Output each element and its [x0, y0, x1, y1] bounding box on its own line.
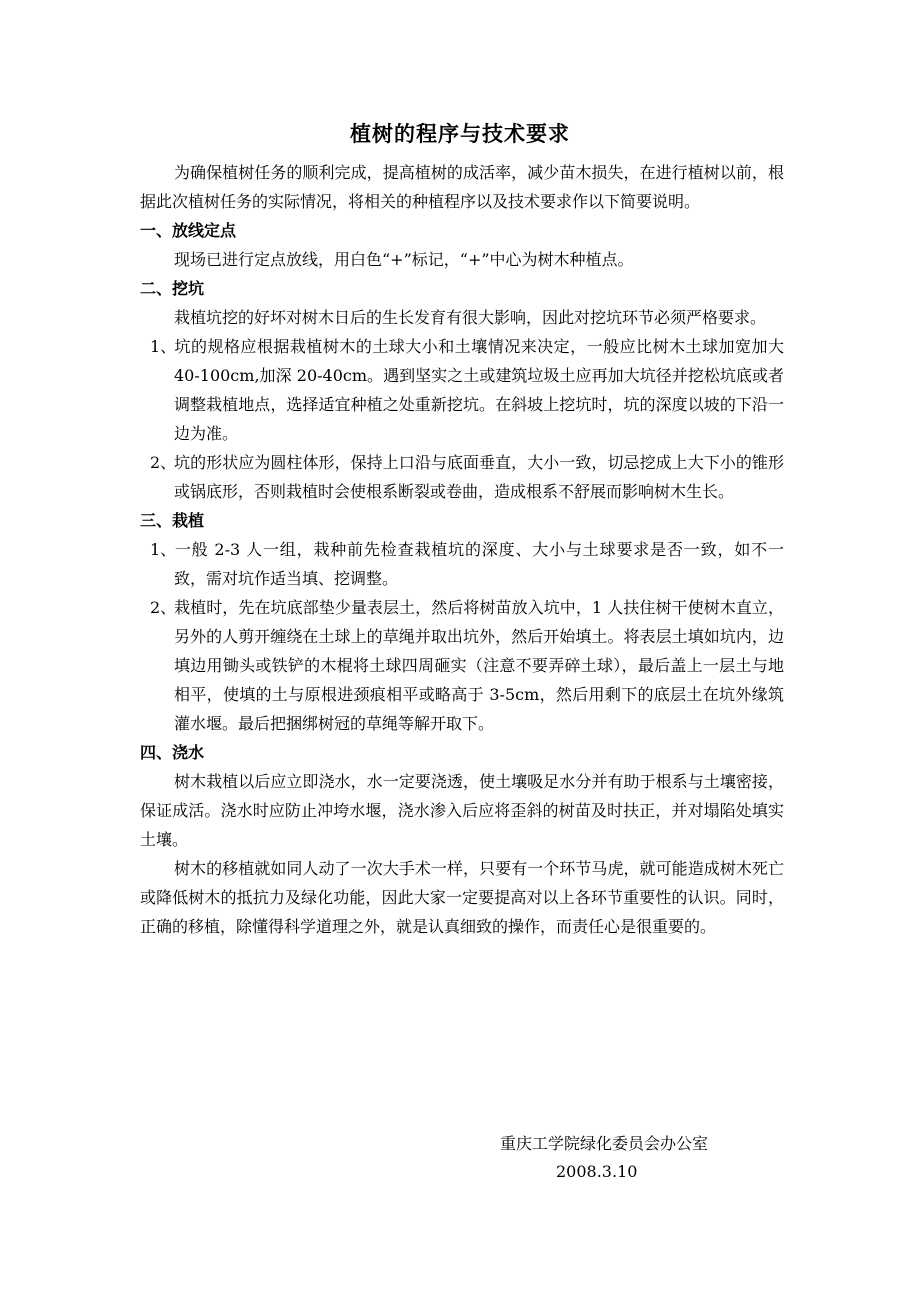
list-number: 1、	[150, 337, 177, 356]
list-item-text: 栽植时，先在坑底部垫少量表层土，然后将树苗放入坑中，1 人扶住树干使树木直立，另外的人剪开缠绕在土球上的草绳并取出坑外，然后开始填土。将表层土填如坑内，边填边用锄头或铁铲的木棍将土球四周砸实（注意不要弄碎土球），最后盖上一层土与地相平，使填的土与原根进颈痕相平或略高于 3-5cm，然后用剩下的底层土在坑外缘筑灌水堰。最后把捆绑树冠的草绳等解开取下。	[174, 598, 784, 733]
digging-item-2	[140, 448, 784, 506]
signature-block	[500, 1130, 760, 1186]
section-paragraph-layout: 现场已进行定点放线，用白色“+”标记，“+”中心为树木种植点。	[174, 250, 634, 269]
closing-paragraph: 树木的移植就如同人动了一次大手术一样，只要有一个环节马虎，就可能造成树木死亡或降低树木的抵抗力及绿化功能，因此大家一定要提高对以上各环节重要性的认识。同时，正确的移植，除懂得科学道理之外，就是认真细致的操作，而责任心是很重要的。	[140, 859, 784, 936]
section-paragraph-digging: 栽植坑挖的好坏对树木日后的生长发育有很大影响，因此对挖坑环节必须严格要求。	[174, 308, 767, 327]
signature-date: 2008.3.10	[556, 1162, 638, 1181]
intro-paragraph: 为确保植树任务的顺利完成，提高植树的成活率，减少苗木损失，在进行植树以前，根据此次植树任务的实际情况，将相关的种植程序以及技术要求作以下简要说明。	[140, 163, 784, 211]
list-item-text: 坑的形状应为圆柱体形，保持上口沿与底面垂直，大小一致，切忌挖成上大下小的锥形或锅底形，否则栽植时会使根系断裂或卷曲，造成根系不舒展而影响树木生长。	[174, 453, 784, 501]
list-item-text: 一般 2-3 人一组，栽种前先检查栽植坑的深度、大小与土球要求是否一致，如不一致，需对坑作适当填、挖调整。	[174, 540, 784, 588]
list-number: 2、	[150, 453, 177, 472]
signature-organization: 重庆工学院绿化委员会办公室	[500, 1134, 709, 1153]
digging-item-1	[140, 332, 784, 448]
section-paragraph-watering: 树木栽植以后应立即浇水，水一定要浇透，使土壤吸足水分并有助于根系与土壤密接，保证成活。浇水时应防止冲垮水堰，浇水渗入后应将歪斜的树苗及时扶正，并对塌陷处填实土壤。	[140, 772, 784, 849]
section-heading-watering: 四、浇水	[140, 743, 205, 762]
list-number: 1、	[150, 540, 177, 559]
list-number: 2、	[150, 598, 177, 617]
planting-item-2	[140, 593, 784, 738]
list-item-text: 坑的规格应根据栽植树木的土球大小和土壤情况来决定，一般应比树木土球加宽加大 40-100cm,加深 20-40cm。遇到坚实之土或建筑垃圾土应再加大坑径并挖松坑底或者调整栽植地点，选择适宜种植之处重新挖坑。在斜坡上挖坑时，坑的深度以坡的下沿一边为准。	[174, 337, 784, 443]
section-heading-digging: 二、挖坑	[140, 279, 205, 298]
document-title: 植树的程序与技术要求	[350, 122, 570, 146]
section-heading-planting: 三、栽植	[140, 511, 205, 530]
planting-item-1	[140, 535, 784, 593]
document-body	[140, 158, 784, 941]
section-heading-layout: 一、放线定点	[140, 221, 237, 240]
